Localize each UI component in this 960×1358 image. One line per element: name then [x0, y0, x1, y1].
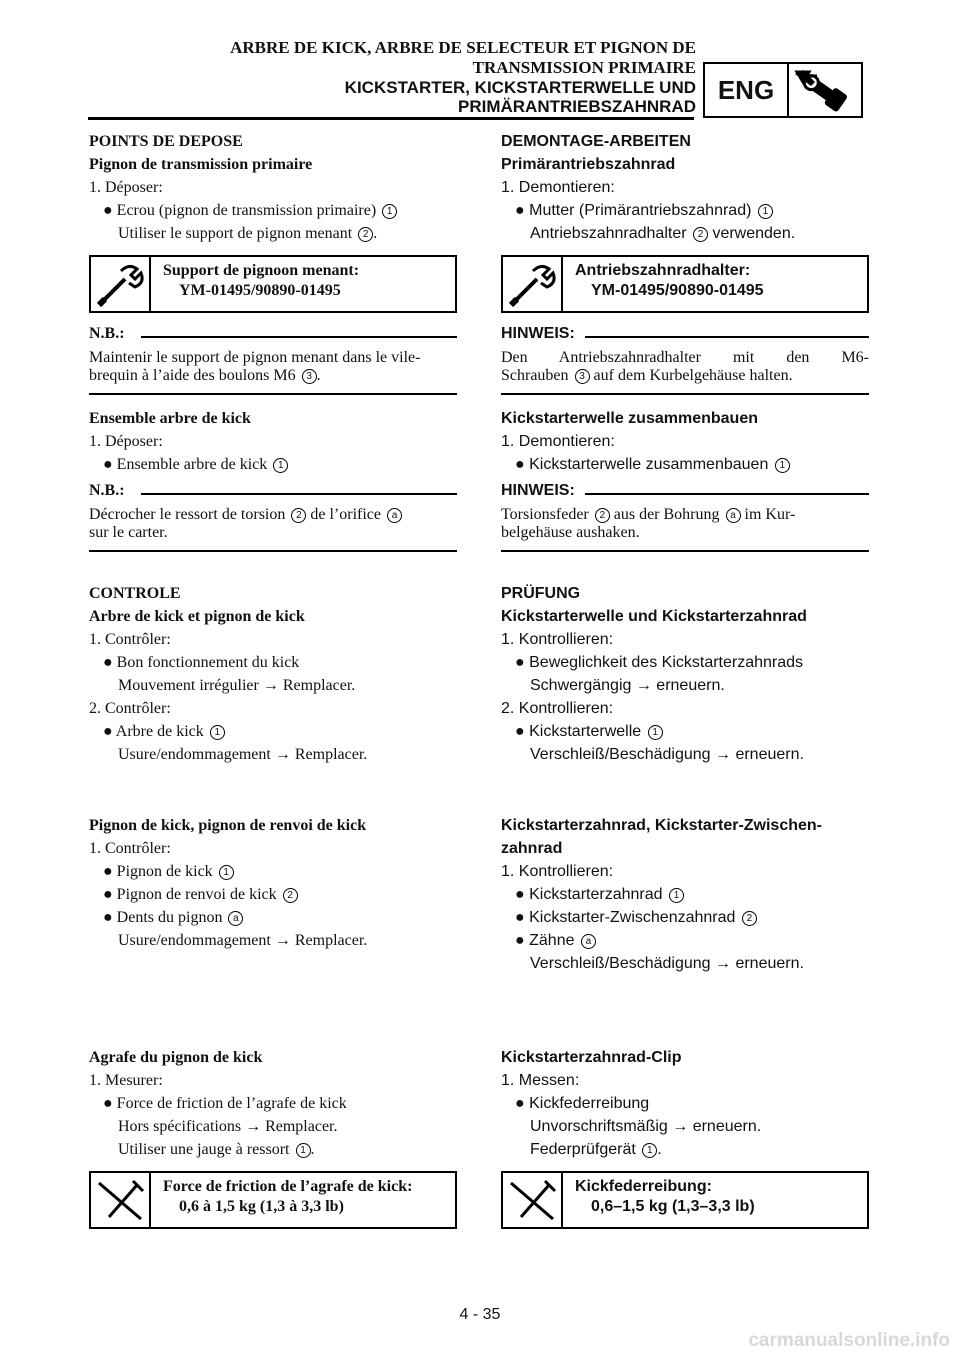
- bullet-dot: ●: [103, 863, 113, 880]
- section-badge: [703, 62, 863, 118]
- note-rule: [585, 336, 869, 338]
- step: 1. Déposer:: [89, 433, 163, 450]
- ref-marker: a: [726, 508, 741, 523]
- bullet-dot: ●: [515, 456, 525, 473]
- bullet-dot: ●: [103, 886, 113, 903]
- header-title-de-2: PRIMÄRANTRIEBSZAHNRAD: [458, 97, 696, 116]
- ref-marker: 1: [210, 725, 225, 740]
- subsection-title: Kickstarterzahnrad, Kickstarter-Zwischen-: [501, 817, 822, 834]
- header-title-fr-2: TRANSMISSION PRIMAIRE: [472, 58, 696, 77]
- bullet-dot: ●: [103, 654, 113, 671]
- ref-marker: a: [387, 508, 402, 523]
- subsection-title: Pignon de transmission primaire: [89, 156, 313, 173]
- instruction-text: Utiliser le support de pignon menant 2 .: [118, 225, 378, 242]
- bullet-item: ● Force de friction de l’agrafe de kick: [103, 1095, 347, 1112]
- bullet-item: ● Ecrou (pignon de transmission primaire) 1: [89, 199, 457, 222]
- note-end-rule: [89, 393, 457, 395]
- instruction-text: Federprüfgerät 1 .: [530, 1141, 662, 1158]
- instruction-text: Antriebszahnradhalter 2 verwenden.: [530, 225, 796, 242]
- page-header-titles: [230, 38, 696, 116]
- note-end-rule: [501, 393, 869, 395]
- ref-marker: 1: [758, 204, 773, 219]
- bullet-item: ● Mutter (Primärantriebszahnrad) 1: [501, 199, 869, 222]
- ref-marker: 1: [296, 1143, 311, 1158]
- section-title: DEMONTAGE-ARBEITEN: [501, 133, 691, 150]
- ref-marker: 1: [775, 458, 790, 473]
- ref-marker: 2: [283, 888, 298, 903]
- special-tool-box: [89, 255, 457, 313]
- bullet-dot: ●: [515, 886, 525, 903]
- bullet-dot: ●: [515, 1095, 525, 1112]
- note-end-rule: [501, 550, 869, 552]
- watermark: carmanualsonline.info: [748, 1330, 950, 1351]
- ref-marker: 1: [273, 458, 288, 473]
- step: 1. Mesurer:: [89, 1072, 163, 1089]
- result-text: Schwergängig → erneuern.: [530, 677, 725, 694]
- result-text: Usure/endommagement → Remplacer.: [118, 932, 368, 949]
- bullet-dot: ●: [103, 909, 113, 926]
- subsection-title: Primärantriebszahnrad: [501, 156, 676, 173]
- instruction-text: Utiliser une jauge à ressort 1 .: [118, 1141, 315, 1158]
- step: 1. Demontieren:: [501, 179, 615, 196]
- step: 1. Contrôler:: [89, 840, 171, 857]
- step: 1. Messen:: [501, 1072, 580, 1089]
- eng-label: ENG: [705, 64, 789, 116]
- bullet-item: ● Kickfederreibung: [515, 1095, 650, 1112]
- result-text: Mouvement irrégulier → Remplacer.: [118, 677, 356, 694]
- ref-marker: 3: [575, 369, 590, 384]
- result-text: Unvorschriftsmäßig → erneuern.: [530, 1118, 762, 1135]
- bullet-item: ● Arbre de kick 1: [89, 720, 457, 743]
- subsection-title: Kickstarterwelle und Kickstarterzahnrad: [501, 608, 807, 625]
- bullet-dot: ●: [515, 932, 525, 949]
- spec-value: 0,6–1,5 kg (1,3–3,3 lb): [591, 1198, 755, 1215]
- note-rule: [141, 336, 457, 338]
- step: 1. Kontrollieren:: [501, 631, 614, 648]
- ref-marker: 2: [358, 227, 373, 242]
- spec-label: Kickfederreibung:: [575, 1178, 712, 1195]
- spec-box: [89, 1171, 457, 1229]
- bullet-item: ● Ensemble arbre de kick 1: [89, 453, 457, 476]
- result-text: Hors spécifications → Remplacer.: [118, 1118, 338, 1135]
- bullet-dot: ●: [103, 1095, 113, 1112]
- bullet-dot: ●: [103, 456, 113, 473]
- note-heading: N.B.:: [89, 482, 457, 506]
- bullet-item: ● Dents du pignon a: [89, 906, 457, 929]
- subsection-title: Ensemble arbre de kick: [89, 410, 251, 427]
- column-french: [89, 130, 457, 1241]
- ref-marker: 3: [302, 369, 317, 384]
- note-body: Décrocher le ressort de torsion 2 de l’orifice a sur le carter.: [89, 506, 457, 542]
- ref-marker: 2: [742, 911, 757, 926]
- note-rule: [141, 493, 457, 495]
- bullet-item: ● Kickstarterwelle zusammenbauen 1: [501, 453, 869, 476]
- bullet-item: ● Pignon de renvoi de kick 2: [89, 883, 457, 906]
- bullet-dot: ●: [103, 723, 113, 740]
- step: 1. Contrôler:: [89, 631, 171, 648]
- ref-marker: 1: [642, 1143, 657, 1158]
- note-heading: HINWEIS:: [501, 325, 869, 349]
- ref-marker: 1: [648, 725, 663, 740]
- bullet-item: ● Bon fonctionnement du kick: [103, 654, 300, 671]
- note-body: Torsionsfeder 2 aus der Bohrung a im Kur- belgehäuse aushaken.: [501, 506, 796, 541]
- spec-label: Force de friction de l’agrafe de kick:: [163, 1178, 413, 1195]
- subsection-title: Kickstarterwelle zusammenbauen: [501, 410, 758, 427]
- bullet-dot: ●: [515, 909, 525, 926]
- ref-marker: 1: [219, 865, 234, 880]
- subsection-title: Agrafe du pignon de kick: [89, 1049, 263, 1066]
- ref-marker: 1: [669, 888, 684, 903]
- header-title-de-1: KICKSTARTER, KICKSTARTERWELLE UND: [344, 78, 696, 97]
- ref-marker: 2: [595, 508, 610, 523]
- bullet-item: ● Pignon de kick 1: [89, 860, 457, 883]
- column-german: [501, 130, 869, 1241]
- tool-value: YM-01495/90890-01495: [179, 282, 341, 299]
- result-text: Verschleiß/Beschädigung → erneuern.: [530, 746, 804, 763]
- tool-label: Antriebszahnradhalter:: [575, 262, 751, 279]
- subsection-title-cont: zahnrad: [501, 840, 563, 857]
- bullet-dot: ●: [515, 723, 525, 740]
- step: 2. Contrôler:: [89, 700, 171, 717]
- ref-marker: 2: [693, 227, 708, 242]
- header-divider: [88, 117, 694, 120]
- ref-marker: a: [581, 934, 596, 949]
- note-body: Den Antriebszahnradhalter mit den M6- Schrauben 3 auf dem Kurbelgehäuse halten.: [501, 349, 869, 384]
- special-tool-box: [501, 255, 869, 313]
- caliper-spec-icon: [503, 1173, 563, 1227]
- step: 1. Demontieren:: [501, 433, 615, 450]
- tool-value: YM-01495/90890-01495: [591, 282, 764, 299]
- subsection-title: Pignon de kick, pignon de renvoi de kick: [89, 817, 367, 834]
- spec-value: 0,6 à 1,5 kg (1,3 à 3,3 lb): [179, 1198, 344, 1215]
- note-rule: [585, 493, 869, 495]
- note-end-rule: [89, 550, 457, 552]
- result-text: Usure/endommagement → Remplacer.: [118, 746, 368, 763]
- step: 2. Kontrollieren:: [501, 700, 614, 717]
- bullet-dot: ●: [515, 202, 525, 219]
- ref-marker: 2: [291, 508, 306, 523]
- ref-marker: a: [228, 911, 243, 926]
- result-text: Verschleiß/Beschädigung → erneuern.: [530, 955, 804, 972]
- section-title: POINTS DE DEPOSE: [89, 133, 243, 150]
- header-title-fr-1: ARBRE DE KICK, ARBRE DE SELECTEUR ET PIGNON DE: [230, 38, 696, 57]
- subsection-title: Arbre de kick et pignon de kick: [89, 608, 305, 625]
- wrench-tools-icon: [791, 68, 859, 114]
- note-heading: HINWEIS:: [501, 482, 869, 506]
- section-title: PRÜFUNG: [501, 585, 581, 602]
- step: 1. Déposer:: [89, 179, 163, 196]
- ref-marker: 1: [382, 204, 397, 219]
- page-number: 4 - 35: [459, 1306, 501, 1323]
- step: 1. Kontrollieren:: [501, 863, 614, 880]
- section-title: CONTROLE: [89, 585, 181, 602]
- bullet-item: ● Kickstarterzahnrad 1: [501, 883, 869, 906]
- bullet-dot: ●: [515, 654, 525, 671]
- bullet-item: ● Kickstarterwelle 1: [501, 720, 869, 743]
- note-heading: N.B.:: [89, 325, 457, 349]
- bullet-item: ● Beweglichkeit des Kickstarterzahnrads: [515, 654, 804, 671]
- note-body: Maintenir le support de pignon menant dans le vile- brequin à l’aide des boulons M6 3 .: [89, 349, 421, 384]
- spec-box: [501, 1171, 869, 1229]
- special-tool-icon: [503, 257, 563, 311]
- special-tool-icon: [91, 257, 151, 311]
- bullet-dot: ●: [103, 202, 113, 219]
- bullet-item: ● Zähne a: [501, 929, 869, 952]
- bullet-item: ● Kickstarter-Zwischenzahnrad 2: [501, 906, 869, 929]
- subsection-title: Kickstarterzahnrad-Clip: [501, 1049, 682, 1066]
- caliper-spec-icon: [91, 1173, 151, 1227]
- tool-label: Support de pignoon menant:: [163, 262, 360, 279]
